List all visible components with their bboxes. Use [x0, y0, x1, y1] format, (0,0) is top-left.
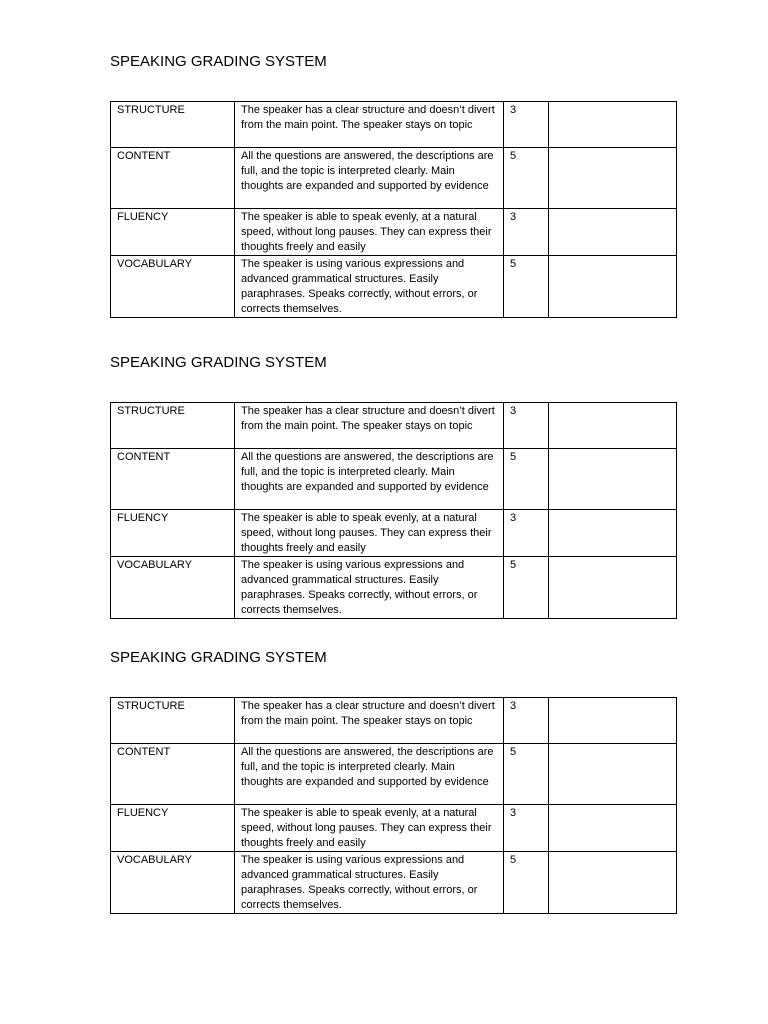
- score-cell: 3: [504, 510, 549, 557]
- table-row: [111, 557, 677, 619]
- category-cell: STRUCTURE: [111, 102, 235, 148]
- grading-table: [110, 697, 677, 914]
- table-row: [111, 102, 677, 148]
- section-title: SPEAKING GRADING SYSTEM: [110, 649, 327, 666]
- table-row: [111, 805, 677, 852]
- description-cell: The speaker is able to speak evenly, at a natural speed, without long pauses. They can express their thoughts freely and easily: [235, 805, 504, 852]
- grade-cell: [549, 805, 677, 852]
- grading-table: [110, 101, 677, 318]
- score-cell: 3: [504, 698, 549, 744]
- table-row: [111, 148, 677, 209]
- category-cell: STRUCTURE: [111, 403, 235, 449]
- grade-cell: [549, 698, 677, 744]
- description-cell: The speaker is using various expressions and advanced grammatical structures. Easily paraphrases. Speaks correctly, without errors, or corrects themselves.: [235, 852, 504, 914]
- section-title: SPEAKING GRADING SYSTEM: [110, 53, 327, 70]
- description-cell: All the questions are answered, the descriptions are full, and the topic is interpreted clearly. Main thoughts are expanded and supported by evidence: [235, 449, 504, 510]
- score-cell: 3: [504, 403, 549, 449]
- description-cell: All the questions are answered, the descriptions are full, and the topic is interpreted clearly. Main thoughts are expanded and supported by evidence: [235, 744, 504, 805]
- grade-cell: [549, 744, 677, 805]
- description-cell: The speaker is able to speak evenly, at a natural speed, without long pauses. They can express their thoughts freely and easily: [235, 510, 504, 557]
- category-cell: FLUENCY: [111, 209, 235, 256]
- category-cell: VOCABULARY: [111, 557, 235, 619]
- table-row: [111, 256, 677, 318]
- category-cell: STRUCTURE: [111, 698, 235, 744]
- table-row: [111, 510, 677, 557]
- category-cell: FLUENCY: [111, 805, 235, 852]
- description-cell: The speaker has a clear structure and doesn’t divert from the main point. The speaker stays on topic: [235, 102, 504, 148]
- grade-cell: [549, 209, 677, 256]
- category-cell: VOCABULARY: [111, 256, 235, 318]
- description-cell: The speaker has a clear structure and doesn’t divert from the main point. The speaker stays on topic: [235, 403, 504, 449]
- description-cell: The speaker has a clear structure and doesn’t divert from the main point. The speaker stays on topic: [235, 698, 504, 744]
- grade-cell: [549, 852, 677, 914]
- category-cell: CONTENT: [111, 449, 235, 510]
- score-cell: 5: [504, 449, 549, 510]
- category-cell: CONTENT: [111, 148, 235, 209]
- score-cell: 5: [504, 148, 549, 209]
- description-cell: The speaker is able to speak evenly, at a natural speed, without long pauses. They can express their thoughts freely and easily: [235, 209, 504, 256]
- score-cell: 3: [504, 102, 549, 148]
- description-cell: The speaker is using various expressions and advanced grammatical structures. Easily paraphrases. Speaks correctly, without errors, or corrects themselves.: [235, 557, 504, 619]
- grade-cell: [549, 510, 677, 557]
- table-row: [111, 449, 677, 510]
- score-cell: 3: [504, 805, 549, 852]
- table-row: [111, 403, 677, 449]
- score-cell: 5: [504, 256, 549, 318]
- grade-cell: [549, 557, 677, 619]
- table-row: [111, 698, 677, 744]
- table-row: [111, 852, 677, 914]
- category-cell: VOCABULARY: [111, 852, 235, 914]
- table-row: [111, 209, 677, 256]
- grade-cell: [549, 256, 677, 318]
- grading-table: [110, 402, 677, 619]
- grade-cell: [549, 148, 677, 209]
- category-cell: FLUENCY: [111, 510, 235, 557]
- section-title: SPEAKING GRADING SYSTEM: [110, 354, 327, 371]
- table-row: [111, 744, 677, 805]
- grade-cell: [549, 102, 677, 148]
- category-cell: CONTENT: [111, 744, 235, 805]
- score-cell: 3: [504, 209, 549, 256]
- grade-cell: [549, 449, 677, 510]
- score-cell: 5: [504, 557, 549, 619]
- score-cell: 5: [504, 744, 549, 805]
- score-cell: 5: [504, 852, 549, 914]
- grade-cell: [549, 403, 677, 449]
- description-cell: The speaker is using various expressions and advanced grammatical structures. Easily paraphrases. Speaks correctly, without errors, or corrects themselves.: [235, 256, 504, 318]
- description-cell: All the questions are answered, the descriptions are full, and the topic is interpreted clearly. Main thoughts are expanded and supported by evidence: [235, 148, 504, 209]
